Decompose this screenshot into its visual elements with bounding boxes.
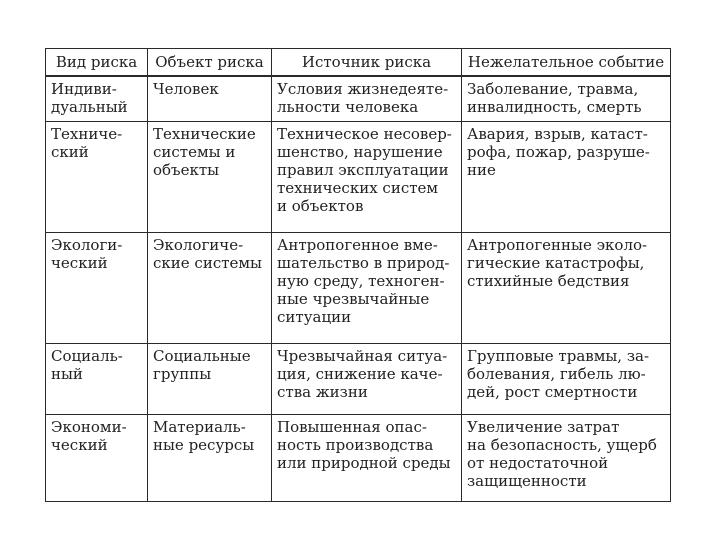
cell-risk-source: Техническое несовер- шенство, нарушение правил эксплуатации технических систем и объектов bbox=[272, 122, 462, 233]
cell-risk-object: Человек bbox=[148, 76, 272, 122]
table-row bbox=[46, 344, 671, 415]
cell-risk-type: Социаль- ный bbox=[46, 344, 148, 415]
header-row bbox=[46, 49, 671, 77]
cell-risk-type: Экономи- ческий bbox=[46, 415, 148, 502]
cell-risk-type: Экологи- ческий bbox=[46, 233, 148, 344]
header-risk-type: Вид риска bbox=[46, 49, 148, 77]
cell-risk-source: Чрезвычайная ситуа- ция, снижение каче- ства жизни bbox=[272, 344, 462, 415]
cell-risk-type: Техниче- ский bbox=[46, 122, 148, 233]
table-header bbox=[46, 49, 671, 77]
cell-undesired-event: Авария, взрыв, катаст- рофа, пожар, разруше- ние bbox=[462, 122, 671, 233]
table-body bbox=[46, 76, 671, 502]
cell-risk-object: Технические системы и объекты bbox=[148, 122, 272, 233]
cell-risk-object: Экологиче- ские системы bbox=[148, 233, 272, 344]
table-row bbox=[46, 233, 671, 344]
cell-undesired-event: Антропогенные эколо- гические катастрофы, стихийные бедствия bbox=[462, 233, 671, 344]
cell-risk-source: Антропогенное вме- шательство в природ- ную среду, техноген- ные чрезвычайные ситуации bbox=[272, 233, 462, 344]
cell-undesired-event: Увеличение затрат на безопасность, ущерб от недостаточной защищенности bbox=[462, 415, 671, 502]
cell-risk-object: Материаль- ные ресурсы bbox=[148, 415, 272, 502]
cell-risk-source: Повышенная опас- ность производства или природной среды bbox=[272, 415, 462, 502]
table-row bbox=[46, 122, 671, 233]
table-row bbox=[46, 76, 671, 122]
cell-risk-type: Индиви- дуальный bbox=[46, 76, 148, 122]
cell-risk-object: Социальные группы bbox=[148, 344, 272, 415]
table-row bbox=[46, 415, 671, 502]
cell-risk-source: Условия жизнедеяте- льности человека bbox=[272, 76, 462, 122]
cell-undesired-event: Заболевание, травма, инвалидность, смерть bbox=[462, 76, 671, 122]
header-undesired-event: Нежелательное событие bbox=[462, 49, 671, 77]
risk-classification-table bbox=[45, 48, 671, 502]
header-risk-source: Источник риска bbox=[272, 49, 462, 77]
cell-undesired-event: Групповые травмы, за- болевания, гибель лю- дей, рост смертности bbox=[462, 344, 671, 415]
header-risk-object: Объект риска bbox=[148, 49, 272, 77]
